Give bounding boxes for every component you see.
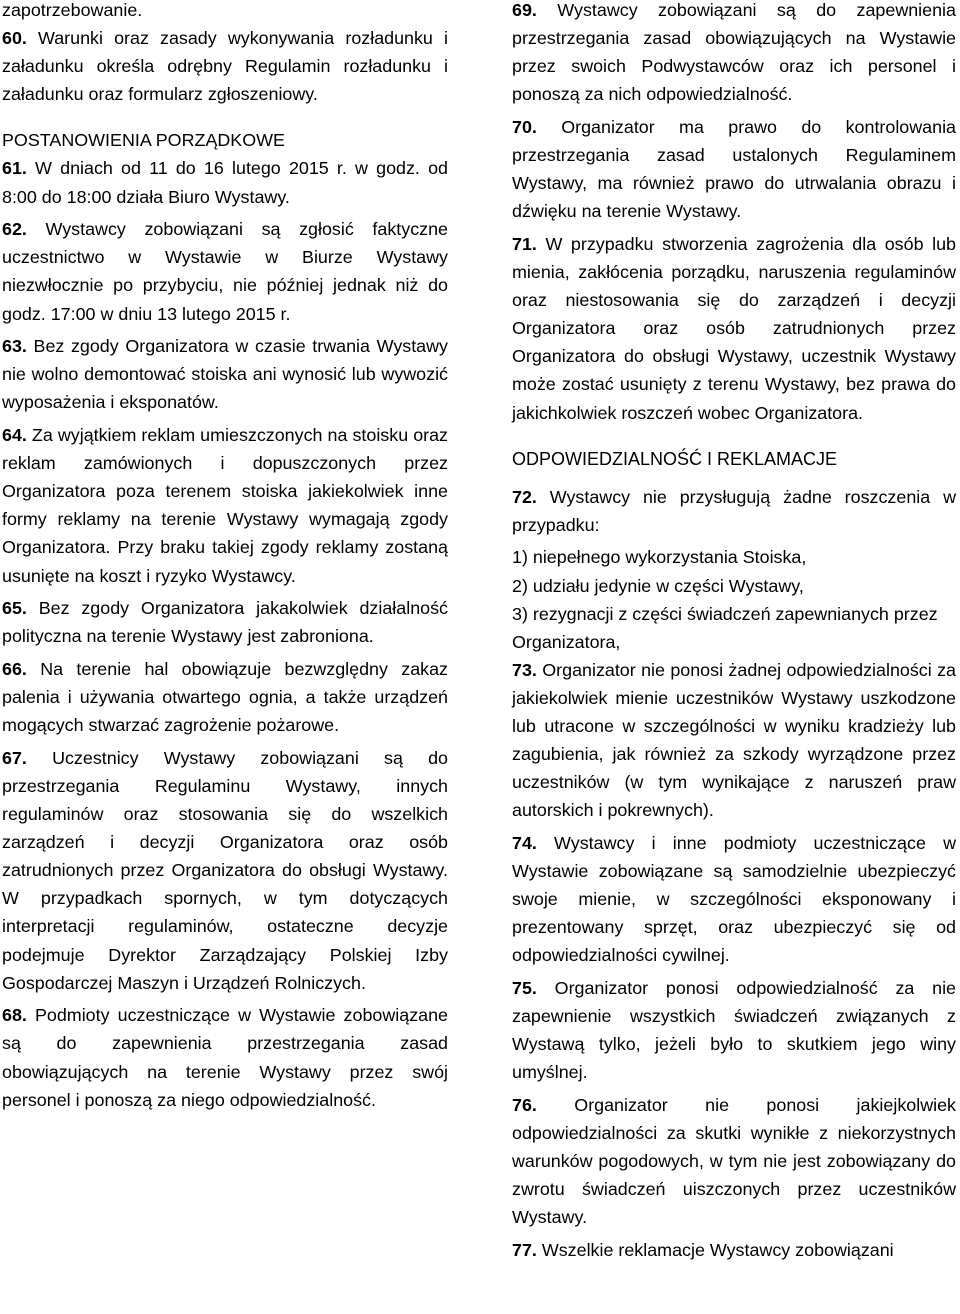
- paragraph-number: 73.: [512, 659, 537, 680]
- lead-text: zapotrzebowanie.: [2, 0, 143, 20]
- paragraph-number: 76.: [512, 1095, 537, 1116]
- paragraph-text: Organizator nie ponosi jakiejkolwiek odpowiedzialności za skutki wynikłe z niekorzystnych warunków pogodowych, w tym nie jest zobowiązany do zwrotu świadczeń uiszczonych przez uczestników Wystawy.: [512, 1095, 956, 1228]
- paragraph-65: [2, 594, 448, 650]
- paragraph-74: [512, 829, 956, 969]
- paragraph-text: Organizator nie ponosi żadnej odpowiedzialności za jakiekolwiek mienie uczestników Wystawy uszkodzone lub utracone w szczególności w wyniku kradzieży lub zagubienia, jak również za szkody wyrządzone przez uczestników (w tym wynikające z naruszeń praw autorskich i pokrewnych).: [512, 659, 956, 821]
- paragraph-76: [512, 1091, 956, 1231]
- paragraph-text: Warunki oraz zasady wykonywania rozładunku i załadunku określa odrębny Regulamin rozładunku i załadunku oraz formularz zgłoszeniowy.: [2, 28, 448, 105]
- paragraph-number: 75.: [512, 978, 537, 999]
- paragraph-number: 63.: [2, 336, 27, 357]
- paragraph-text: Organizator ma prawo do kontrolowania przestrzegania zasad ustalonych Regulaminem Wystawy, ma również prawo do utrwalania obrazu i dźwięku na terenie Wystawy.: [512, 116, 956, 222]
- paragraph-number: 74.: [512, 833, 537, 853]
- list-item: 2) udziału jedynie w części Wystawy,: [512, 575, 804, 596]
- list-item: 1) niepełnego wykorzystania Stoiska,: [512, 547, 807, 568]
- paragraph-number: 62.: [2, 219, 27, 240]
- paragraph-number: 72.: [512, 486, 537, 507]
- section-heading-odpowiedzialnosc: ODPOWIEDZIALNOŚĆ I REKLAMACJE: [512, 448, 838, 469]
- paragraph-text: Za wyjątkiem reklam umieszczonych na stoisku oraz reklam zamówionych i dopuszczonych przez Organizatora poza terenem stoiska jakiekolwiek inne formy reklamy na terenie Wystawy wymagają zgody Organizatora. Przy braku takiej zgody reklamy zostaną usunięte na koszt i ryzyko Wystawcy.: [2, 425, 448, 586]
- paragraph-66: [2, 655, 448, 739]
- list-item: 3) rezygnacji z części świadczeń zapewnianych przez Organizatora,: [512, 603, 938, 652]
- paragraph-text: W przypadku stworzenia zagrożenia dla osób lub mienia, zakłócenia porządku, naruszenia regulaminów oraz niestosowania się do zarządzeń i decyzji Organizatora oraz osób zatrudnionych przez Organizatora do obsługi Wystawy, uczestnik Wystawy może zostać usunięty z terenu Wystawy, bez prawa do jakichkolwiek roszczeń wobec Organizatora.: [512, 233, 956, 423]
- paragraph-75: [512, 974, 956, 1086]
- paragraph-62: [2, 215, 448, 327]
- paragraph-text: Wystawcy nie przysługują żadne roszczenia w przypadku:: [512, 486, 956, 535]
- paragraph-67: [2, 744, 448, 997]
- paragraph-text: Uczestnicy Wystawy zobowiązani są do przestrzegania Regulaminu Wystawy, innych regulaminów oraz stosowania się do wszelkich zarządzeń i decyzji Organizatora oraz osób zatrudnionych przez Organizatora do obsługi Wystawy. W przypadkach spornych, w tym dotyczących interpretacji regulaminów, ostateczne decyzje podejmuje Dyrektor Zarządzający Polskiej Izby Gospodarczej Maszyn i Urządzeń Rolniczych.: [2, 747, 448, 993]
- paragraph-number: 70.: [512, 116, 537, 137]
- paragraph-60: [2, 24, 448, 108]
- paragraph-text: Podmioty uczestniczące w Wystawie zobowiązane są do zapewnienia przestrzegania zasad obowiązujących na terenie Wystawy przez swój personel i ponoszą za niego odpowiedzialność.: [2, 1005, 448, 1110]
- paragraph-number: 66.: [2, 659, 27, 680]
- paragraph-text: Wystawcy i inne podmioty uczestniczące w Wystawie zobowiązane są samodzielnie ubezpieczyć swoje mienie, w szczególności eksponowany i prezentowany sprzęt, oraz ubezpieczyć się od odpowiedzialności cywilnej.: [512, 833, 956, 966]
- paragraph-72: [512, 483, 956, 539]
- paragraph-number: 61.: [2, 158, 27, 179]
- paragraph-text: Na terenie hal obowiązuje bezwzględny zakaz palenia i używania otwartego ognia, a także urządzeń mogących stwarzać zagrożenie pożarowe.: [2, 659, 448, 736]
- paragraph-number: 77.: [512, 1240, 537, 1261]
- paragraph-64: [2, 421, 448, 590]
- paragraph-text: Organizator ponosi odpowiedzialność za nie zapewnienie wszystkich świadczeń związanych z Wystawą tylko, jeżeli było to skutkiem jego winy umyślnej.: [512, 978, 956, 1083]
- paragraph-text: Wszelkie reklamacje Wystawcy zobowiązani: [536, 1240, 894, 1261]
- paragraph-number: 67.: [2, 747, 27, 768]
- paragraph-70: [512, 113, 956, 225]
- paragraph-71: [512, 230, 956, 427]
- paragraph-number: 60.: [2, 28, 27, 49]
- paragraph-number: 68.: [2, 1005, 27, 1026]
- paragraph-number: 64.: [2, 425, 27, 446]
- paragraph-63: [2, 332, 448, 416]
- paragraph-text: Wystawcy zobowiązani są zgłosić faktyczne uczestnictwo w Wystawie w Biurze Wystawy niezwłocznie po przybyciu, nie później jednak niż do godz. 17:00 w dniu 13 lutego 2015 r.: [2, 219, 448, 324]
- paragraph-text: Bez zgody Organizatora w czasie trwania Wystawy nie wolno demontować stoiska ani wynosić lub wywozić wyposażenia i eksponatów.: [2, 336, 448, 413]
- left-column: [2, 0, 448, 1118]
- paragraph-73: [512, 656, 956, 825]
- paragraph-text: Bez zgody Organizatora jakakolwiek działalność polityczna na terenie Wystawy jest zabroniona.: [2, 598, 448, 647]
- paragraph-69: [512, 0, 956, 108]
- paragraph-68: [2, 1001, 448, 1113]
- paragraph-77: [512, 1236, 956, 1264]
- paragraph-number: 65.: [2, 598, 27, 619]
- paragraph-number: 71.: [512, 233, 537, 254]
- paragraph-text: Wystawcy zobowiązani są do zapewnienia przestrzegania zasad obowiązujących na Wystawie przez swoich Podwystawców oraz ich personel i ponoszą za nich odpowiedzialność.: [512, 0, 956, 105]
- section-heading-porzadkowe: POSTANOWIENIA PORZĄDKOWE: [2, 130, 285, 151]
- paragraph-text: W dniach od 11 do 16 lutego 2015 r. w godz. od 8:00 do 18:00 działa Biuro Wystawy.: [2, 158, 448, 207]
- right-column: [512, 0, 956, 1269]
- paragraph-61: [2, 154, 448, 210]
- paragraph-number: 69.: [512, 0, 537, 20]
